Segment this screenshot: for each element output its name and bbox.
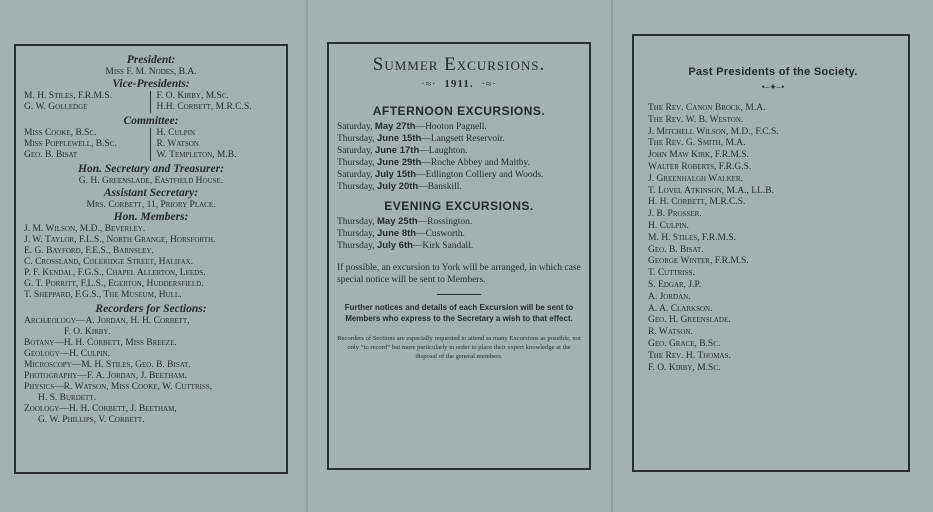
committee-heading: Committee: — [123, 115, 179, 127]
recorder-entry: Geology—H. Culpin. — [24, 349, 111, 359]
committee-member: W. Templeton, M.B. — [156, 150, 237, 160]
vice-president: F. O. Kirby, M.Sc. — [156, 91, 229, 101]
committee-member: Geo. B. Bisat — [24, 150, 78, 160]
ornament-icon: ·≈· — [481, 79, 497, 90]
past-president: A. A. Clarkson. — [648, 303, 713, 314]
york-note: If possible, an excursion to York will be arranged, in which case special notice will be sent to Members. — [337, 263, 581, 285]
president-name: Miss F. M. Nodes, B.A. — [105, 67, 197, 77]
past-president: The Rev. H. Thomas. — [648, 350, 731, 361]
past-president: M. H. Stiles, F.R.M.S. — [648, 232, 736, 243]
past-president: H. H. Corbett, M.R.C.S. — [648, 197, 746, 208]
divider — [437, 294, 481, 295]
hon-member: C. Crossland, Coleridge Street, Halifax. — [24, 257, 194, 267]
past-president: J. B. Prosser. — [648, 209, 702, 220]
committee-member: R. Watson — [156, 139, 199, 149]
vice-president: M. H. Stiles, F.R.M.S. — [24, 91, 112, 101]
past-president: R. Watson. — [648, 327, 693, 338]
excursion-item: Saturday, June 17th—Laughton. — [337, 145, 468, 156]
afternoon-heading: AFTERNOON EXCURSIONS. — [372, 104, 546, 118]
vice-president: H.H. Corbett, M.R.C.S. — [156, 102, 252, 112]
past-president: The Rev. Canon Brock, M.A. — [648, 103, 766, 113]
recorders-note: Recorders of Sections are especially requested to attend as many Excursions as possible, not only “to record” but more particularly in order to place their expert knowledge at the disposal of the general members. — [337, 335, 581, 360]
past-president: Walter Roberts, F.R.G.S. — [648, 161, 752, 172]
secretary-name: G. H. Greenslade, Eastfield House. — [78, 176, 224, 186]
recorder-entry-cont: H. S. Burdett. — [38, 393, 96, 403]
secretary-heading: Hon. Secretary and Treasurer: — [78, 163, 224, 175]
recorder-entry: Microscopy—M. H. Stiles, Geo. B. Bisat. — [24, 360, 191, 370]
excursion-item: Saturday, May 27th—Hooton Pagnell. — [337, 121, 487, 132]
recorder-entry: Archæology—A. Jordan, H. H. Corbett, — [24, 316, 190, 326]
hon-member: T. Sheppard, F.G.S., The Museum, Hull. — [24, 290, 182, 300]
past-president: S. Edgar, J.P. — [648, 279, 702, 290]
hon-members-list — [24, 224, 278, 301]
president-heading: President: — [126, 54, 176, 66]
past-presidents-title: Past Presidents of the Society. — [688, 66, 858, 78]
assistant-secretary-name: Mrs. Corbett, 11, Priory Place. — [86, 200, 216, 210]
vice-presidents-list — [24, 91, 278, 113]
recorders-list — [24, 316, 278, 426]
hon-member: J. M. Wilson, M.D., Beverley. — [24, 224, 146, 234]
past-president: The Rev. G. Smith, M.A. — [648, 138, 746, 149]
recorder-entry: Zoology—H. H. Corbett, J. Beetham, — [24, 404, 177, 414]
excursion-item: Thursday, July 20th—Banskill. — [337, 181, 462, 192]
past-presidents-list — [648, 103, 898, 374]
ornament-icon: •–✦–• — [761, 82, 785, 92]
hon-member: J. W. Taylor, F.L.S., North Grange, Horsforth. — [24, 235, 216, 245]
past-president: J. Greenhalgh Walker. — [648, 173, 743, 184]
past-president: Geo. H. Greenslade. — [648, 315, 731, 326]
past-president: John Maw Kirk, F.R.M.S. — [648, 150, 749, 161]
page-title: Summer Excursions. — [372, 54, 546, 75]
hon-member: E. G. Bayford, F.E.S., Barnsley. — [24, 246, 154, 256]
past-president: T. Lovel Atkinson, M.A., LL.B. — [648, 185, 774, 196]
past-president: T. Cuttriss. — [648, 268, 695, 279]
assistant-secretary-heading: Assistant Secretary: — [103, 187, 199, 199]
hon-members-heading: Hon. Members: — [113, 211, 189, 223]
officers-panel — [14, 44, 288, 474]
fold-line-left — [306, 0, 308, 512]
committee-member: Miss Cooke, B.Sc. — [24, 128, 97, 138]
further-notices-note: Further notices and details of each Excursion will be sent to Members who express to the Secretary a wish to that effect. — [344, 303, 574, 323]
vice-president: G. W. Golledge — [24, 102, 88, 112]
recorders-heading: Recorders for Sections: — [95, 303, 207, 315]
committee-list — [24, 128, 278, 161]
committee-member: Miss Popplewell, B.Sc. — [24, 139, 117, 149]
past-presidents-panel — [632, 34, 910, 472]
recorder-entry-cont: G. W. Phillips, V. Corbett. — [38, 415, 145, 425]
recorder-entry: Photography—F. A. Jordan, J. Beetham. — [24, 371, 187, 381]
recorder-entry-cont: F. O. Kirby. — [64, 327, 111, 337]
past-president: H. Culpin. — [648, 220, 689, 231]
evening-heading: EVENING EXCURSIONS. — [384, 199, 534, 213]
year: 1911. — [444, 78, 474, 90]
afternoon-list — [337, 121, 581, 193]
hon-member: P. F. Kendal, F.G.S., Chapel Allerton, Leeds. — [24, 268, 206, 278]
ornament-icon: ·≈· — [421, 79, 437, 90]
excursion-item: Thursday, June 29th—Roche Abbey and Maltby. — [337, 157, 530, 168]
excursion-item: Thursday, May 25th—Rossington. — [337, 216, 473, 227]
recorder-entry: Physics—R. Watson, Miss Cooke, W. Cuttriss, — [24, 382, 213, 392]
committee-member: H. Culpin — [156, 128, 196, 138]
excursion-item: Thursday, July 6th—Kirk Sandall. — [337, 240, 474, 251]
excursion-item: Thursday, June 15th—Langsett Reservoir. — [337, 133, 505, 144]
past-president: George Winter, F.R.M.S. — [648, 256, 749, 267]
past-president: A. Jordan. — [648, 291, 691, 302]
excursion-item: Thursday, June 8th—Cusworth. — [337, 228, 465, 239]
past-president: Geo. Grace, B.Sc. — [648, 338, 721, 349]
excursions-panel — [327, 42, 591, 470]
hon-member: G. T. Porritt, F.L.S., Egerton, Huddersfield. — [24, 279, 204, 289]
evening-list — [337, 216, 581, 252]
past-president: The Rev. W. B. Weston. — [648, 114, 744, 125]
fold-line-right — [611, 0, 613, 512]
vice-presidents-heading: Vice-Presidents: — [112, 78, 190, 90]
past-president: Geo. B. Bisat. — [648, 244, 704, 255]
recorder-entry: Botany—H. H. Corbett, Miss Breeze. — [24, 338, 177, 348]
year-line — [337, 78, 581, 90]
past-president: F. O. Kirby, M.Sc. — [648, 362, 721, 373]
excursion-item: Saturday, July 15th—Edlington Colliery and Woods. — [337, 169, 544, 180]
past-president: J. Mitchell Wilson, M.D., F.C.S. — [648, 126, 779, 137]
